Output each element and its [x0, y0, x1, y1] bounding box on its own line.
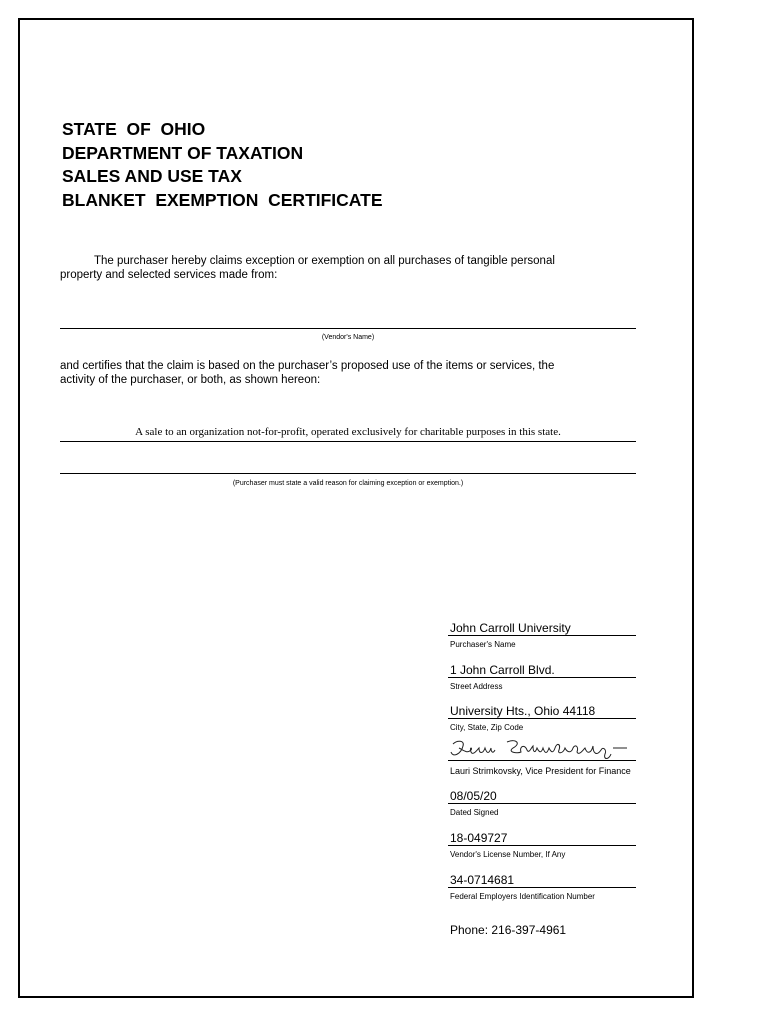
city-state-zip-value: University Hts., Ohio 44118	[450, 704, 596, 718]
reason-line-2	[60, 473, 636, 474]
fein-value: 34-0714681	[450, 873, 515, 887]
date-signed-value: 08/05/20	[450, 789, 497, 803]
phone-number: Phone: 216-397-4961	[450, 923, 567, 937]
date-signed-line	[448, 803, 636, 804]
vendor-name-line	[60, 328, 636, 329]
intro-paragraph	[60, 254, 620, 282]
city-state-zip-line	[448, 718, 636, 719]
signer-name-title: Lauri Strimkovsky, Vice President for Finance	[450, 766, 631, 776]
city-state-zip-label: City, State, Zip Code	[450, 723, 524, 732]
purchaser-name-value: John Carroll University	[450, 621, 571, 635]
title-line-certificate: BLANKET EXEMPTION CERTIFICATE	[62, 189, 383, 210]
exemption-reason: A sale to an organization not-for-profit, operated exclusively for charitable purposes in this state.	[135, 426, 561, 438]
certificate-page	[18, 18, 694, 998]
intro-line-2: property and selected services made from:	[60, 269, 278, 281]
title-line-tax: SALES AND USE TAX	[62, 166, 242, 186]
certifies-paragraph	[60, 359, 620, 387]
purchaser-name-label: Purchaser's Name	[450, 640, 516, 649]
title-line-state: STATE OF OHIO	[62, 119, 206, 139]
street-address-line	[448, 677, 636, 678]
vendor-license-line	[448, 845, 636, 846]
handwritten-signature	[447, 734, 637, 766]
vendor-name-caption: (Vendor's Name)	[321, 334, 375, 341]
fein-line	[448, 887, 636, 888]
document-title	[62, 118, 383, 212]
street-address-label: Street Address	[450, 682, 503, 691]
intro-line-1: The purchaser hereby claims exception or exemption on all purchases of tangible personal	[94, 255, 555, 267]
street-address-value: 1 John Carroll Blvd.	[450, 663, 555, 677]
reason-line-1	[60, 441, 636, 442]
reason-caption: (Purchaser must state a valid reason for claiming exception or exemption.)	[232, 480, 464, 487]
title-line-department: DEPARTMENT OF TAXATION	[62, 142, 304, 163]
certifies-line-1: and certifies that the claim is based on the purchaser’s proposed use of the items or services, the	[60, 360, 555, 372]
purchaser-name-line	[448, 635, 636, 636]
vendor-license-value: 18-049727	[450, 831, 508, 845]
vendor-license-label: Vendor's License Number, If Any	[450, 850, 566, 859]
signature-line	[448, 760, 636, 761]
certifies-line-2: activity of the purchaser, or both, as shown hereon:	[60, 374, 321, 386]
date-signed-label: Dated Signed	[450, 808, 499, 817]
fein-label: Federal Employers Identification Number	[450, 892, 595, 901]
